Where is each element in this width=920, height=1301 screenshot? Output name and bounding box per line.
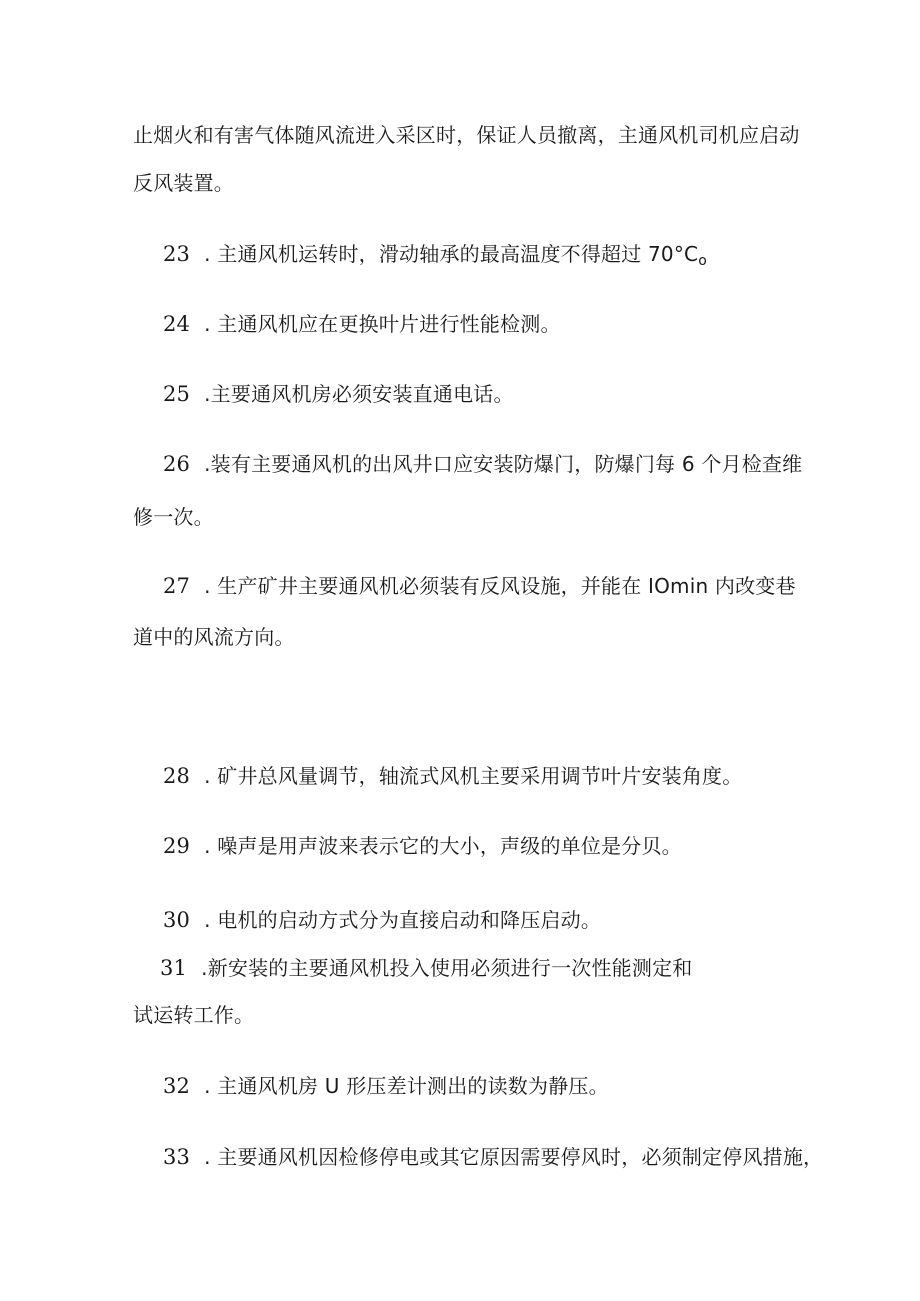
text-line (133, 169, 234, 197)
item-text: . 电机的启动方式分为直接启动和降压启动。 (204, 908, 602, 932)
item-number: 31 (160, 956, 188, 980)
item-number: 25 (163, 382, 191, 406)
item-number: 23 (163, 242, 191, 266)
item-text: . 主通风机应在更换叶片进行性能检测。 (204, 312, 561, 336)
item-33 (163, 1143, 823, 1171)
item-number: 26 (163, 452, 191, 476)
item-number: 28 (163, 764, 191, 788)
item-text: .装有主要通风机的出风井口应安装防爆门，防爆门每 6 个月检查维 (204, 452, 803, 476)
line-text: 反风装置。 (133, 171, 234, 195)
text-line (133, 623, 295, 651)
text-line (133, 503, 214, 531)
item-29 (163, 832, 682, 860)
item-27 (163, 572, 796, 600)
item-text: . 噪声是用声波来表示它的大小，声级的单位是分贝。 (204, 834, 682, 858)
item-text: . 主通风机房 U 形压差计测出的读数为静压。 (204, 1074, 609, 1098)
item-24 (163, 310, 561, 338)
item-number: 29 (163, 834, 191, 858)
item-text-suffix: o (698, 253, 707, 269)
item-25 (163, 380, 514, 408)
item-26 (163, 450, 802, 478)
item-28 (163, 762, 742, 790)
item-text: .主要通风机房必须安装直通电话。 (204, 382, 514, 406)
text-line (133, 121, 800, 149)
item-number: 30 (163, 908, 191, 932)
item-32 (163, 1072, 609, 1100)
line-text: 修一次。 (133, 505, 214, 529)
text-line (133, 1001, 254, 1029)
line-text: 试运转工作。 (133, 1003, 255, 1027)
item-30 (163, 906, 601, 934)
item-number: 27 (163, 574, 191, 598)
item-text: . 主要通风机因检修停电或其它原因需要停风时，必须制定停风措施， (204, 1145, 824, 1169)
item-23 (163, 240, 707, 275)
item-text: . 矿井总风量调节，轴流式风机主要采用调节叶片安装角度。 (204, 764, 743, 788)
item-31 (160, 954, 692, 982)
line-text: 道中的风流方向。 (133, 625, 295, 649)
item-number: 24 (163, 312, 191, 336)
item-text: .新安装的主要通风机投入使用必须进行一次性能测定和 (201, 956, 693, 980)
line-text: 止烟火和有害气体随风流进入采区时，保证人员撤离，主通风机司机应启动 (133, 123, 800, 147)
item-text: . 生产矿井主要通风机必须装有反风设施，并能在 IOmin 内改变巷 (204, 574, 796, 598)
item-text: . 主通风机运转时，滑动轴承的最高温度不得超过 70°C (204, 242, 699, 266)
item-number: 33 (163, 1145, 191, 1169)
item-number: 32 (163, 1074, 191, 1098)
